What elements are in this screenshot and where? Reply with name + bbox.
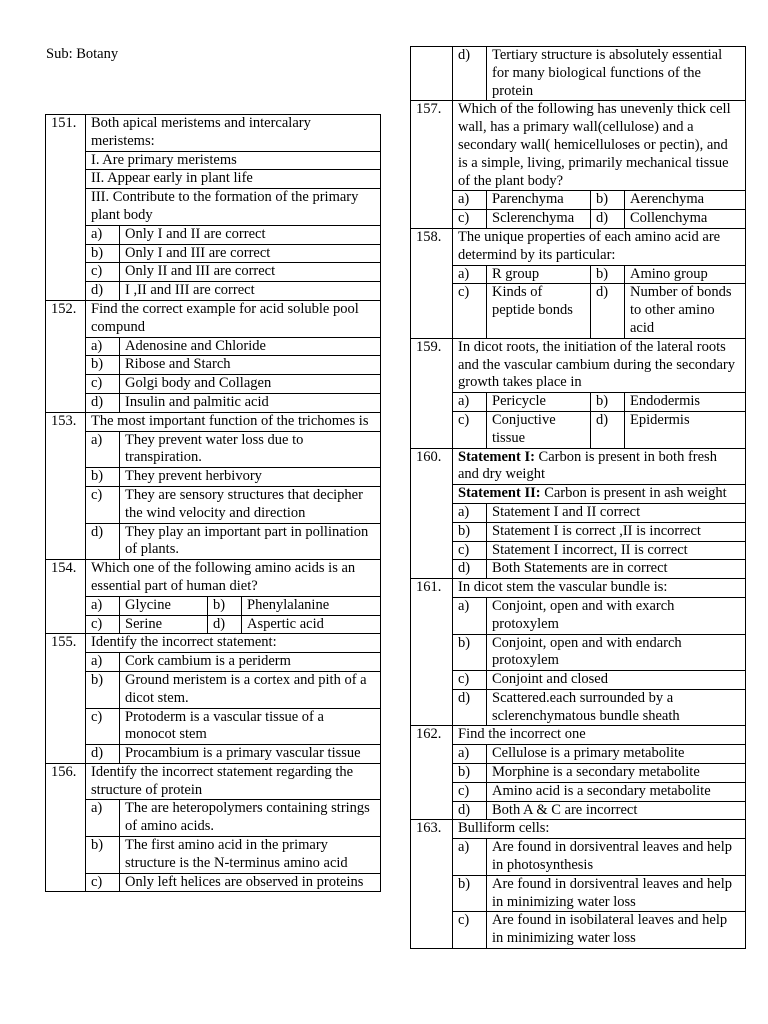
option-key: b) bbox=[86, 356, 120, 375]
option-text: Epidermis bbox=[625, 411, 746, 448]
option-key: d) bbox=[453, 801, 487, 820]
option-text: Amino group bbox=[625, 265, 746, 284]
option-key: d) bbox=[591, 411, 625, 448]
option-key: a) bbox=[86, 596, 120, 615]
option-text: I ,II and III are correct bbox=[120, 282, 381, 301]
option-text: Collenchyma bbox=[625, 210, 746, 229]
statement-text: Carbon is present in both fresh and dry weight bbox=[458, 448, 717, 483]
question-number: 153. bbox=[46, 412, 86, 559]
statement-label: Statement I: bbox=[458, 448, 535, 465]
option-row bbox=[46, 431, 381, 468]
option-text: Parenchyma bbox=[487, 191, 591, 210]
statement-label: Statement II: bbox=[458, 485, 541, 502]
option-text: Phenylalanine bbox=[242, 596, 381, 615]
option-key: b) bbox=[208, 596, 242, 615]
option-key: c) bbox=[86, 263, 120, 282]
option-text: Protoderm is a vascular tissue of a monocot stem bbox=[120, 708, 381, 745]
option-key: a) bbox=[86, 431, 120, 468]
question-number: 154. bbox=[46, 560, 86, 634]
option-row bbox=[46, 282, 381, 301]
question-stem-row bbox=[46, 412, 381, 431]
question-stem-row bbox=[411, 448, 746, 485]
question-stem-row bbox=[411, 726, 746, 745]
question-stem-row bbox=[46, 115, 381, 152]
option-text: Pericycle bbox=[487, 393, 591, 412]
question-stem-text: Which one of the following amino acids is an essential part of human diet? bbox=[86, 560, 381, 597]
option-text: R group bbox=[487, 265, 591, 284]
option-row bbox=[46, 263, 381, 282]
option-key: b) bbox=[591, 265, 625, 284]
option-key: c) bbox=[453, 284, 487, 338]
question-stem-row bbox=[46, 560, 381, 597]
option-text: The are heteropolymers containing strings of amino acids. bbox=[120, 800, 381, 837]
option-text: The first amino acid in the primary structure is the N-terminus amino acid bbox=[120, 837, 381, 874]
questions-table-left bbox=[45, 114, 381, 892]
option-text: Aerenchyma bbox=[625, 191, 746, 210]
subject-heading: Sub: Botany bbox=[46, 46, 119, 62]
question-stem-text: In dicot roots, the initiation of the lateral roots and the vascular cambium during the secondary growth takes place in bbox=[453, 338, 746, 392]
option-text: Ground meristem is a cortex and pith of a dicot stem. bbox=[120, 671, 381, 708]
question-stem-row bbox=[46, 189, 381, 226]
question-stem-row bbox=[46, 634, 381, 653]
option-key: a) bbox=[453, 265, 487, 284]
question-number: 155. bbox=[46, 634, 86, 764]
option-key: c) bbox=[453, 782, 487, 801]
option-row bbox=[411, 634, 746, 671]
option-text: Tertiary structure is absolutely essential for many biological functions of the protein bbox=[487, 47, 746, 101]
question-number: 152. bbox=[46, 300, 86, 412]
question-stem-row bbox=[411, 101, 746, 191]
question-stem-text: In dicot stem the vascular bundle is: bbox=[453, 579, 746, 598]
option-key: b) bbox=[86, 244, 120, 263]
option-text: They prevent water loss due to transpiration. bbox=[120, 431, 381, 468]
option-row bbox=[46, 873, 381, 892]
question-number: 156. bbox=[46, 763, 86, 892]
option-text: They prevent herbivory bbox=[120, 468, 381, 487]
question-number bbox=[411, 47, 453, 101]
question-stem-row bbox=[411, 485, 746, 504]
option-key: d) bbox=[453, 47, 487, 101]
option-row bbox=[411, 689, 746, 726]
option-text: Only I and II are correct bbox=[120, 225, 381, 244]
option-row bbox=[411, 541, 746, 560]
question-number: 151. bbox=[46, 115, 86, 301]
question-stem-row bbox=[46, 170, 381, 189]
option-row bbox=[46, 486, 381, 523]
question-number: 160. bbox=[411, 448, 453, 579]
question-stem-row bbox=[46, 151, 381, 170]
question-number: 162. bbox=[411, 726, 453, 820]
option-key: b) bbox=[591, 191, 625, 210]
option-row bbox=[46, 523, 381, 560]
question-stem-text: The most important function of the trichomes is bbox=[86, 412, 381, 431]
option-text: Are found in isobilateral leaves and help in minimizing water loss bbox=[487, 912, 746, 949]
option-key: a) bbox=[86, 653, 120, 672]
option-key: d) bbox=[86, 282, 120, 301]
option-key: a) bbox=[86, 800, 120, 837]
option-text: Kinds of peptide bonds bbox=[487, 284, 591, 338]
option-key: a) bbox=[453, 597, 487, 634]
option-text: Number of bonds to other amino acid bbox=[625, 284, 746, 338]
option-key: b) bbox=[86, 468, 120, 487]
option-text: Endodermis bbox=[625, 393, 746, 412]
question-stem-row bbox=[411, 820, 746, 839]
option-row bbox=[46, 837, 381, 874]
option-row bbox=[411, 801, 746, 820]
option-text: Cork cambium is a periderm bbox=[120, 653, 381, 672]
option-text: Cellulose is a primary metabolite bbox=[487, 745, 746, 764]
option-text: Conjoint and closed bbox=[487, 671, 746, 690]
option-key: c) bbox=[453, 210, 487, 229]
option-text: Are found in dorsiventral leaves and help in photosynthesis bbox=[487, 839, 746, 876]
option-text: Adenosine and Chloride bbox=[120, 337, 381, 356]
option-row bbox=[411, 745, 746, 764]
option-key: c) bbox=[86, 486, 120, 523]
option-row bbox=[411, 503, 746, 522]
option-key: c) bbox=[86, 615, 120, 634]
option-text: Conjuctive tissue bbox=[487, 411, 591, 448]
option-row bbox=[411, 875, 746, 912]
option-key: a) bbox=[453, 503, 487, 522]
option-row bbox=[411, 764, 746, 783]
questions-table-right bbox=[410, 46, 746, 949]
option-row bbox=[411, 912, 746, 949]
option-key: c) bbox=[86, 708, 120, 745]
option-row bbox=[46, 468, 381, 487]
option-pair-row bbox=[411, 411, 746, 448]
option-key: d) bbox=[208, 615, 242, 634]
question-number: 159. bbox=[411, 338, 453, 448]
question-number: 161. bbox=[411, 579, 453, 726]
option-row bbox=[46, 671, 381, 708]
option-key: d) bbox=[591, 210, 625, 229]
option-key: a) bbox=[86, 225, 120, 244]
option-text: Aspertic acid bbox=[242, 615, 381, 634]
option-row bbox=[411, 47, 746, 101]
option-key: d) bbox=[453, 560, 487, 579]
option-row bbox=[411, 671, 746, 690]
option-key: c) bbox=[86, 375, 120, 394]
option-text: Only II and III are correct bbox=[120, 263, 381, 282]
option-text: Serine bbox=[120, 615, 208, 634]
question-stem-row bbox=[411, 579, 746, 598]
question-stem-text: Find the correct example for acid soluble pool compund bbox=[86, 300, 381, 337]
question-stem-text: II. Appear early in plant life bbox=[86, 170, 381, 189]
option-key: c) bbox=[453, 912, 487, 949]
option-pair-row bbox=[46, 596, 381, 615]
option-text: Only left helices are observed in proteins bbox=[120, 873, 381, 892]
option-text: Statement I and II correct bbox=[487, 503, 746, 522]
option-row bbox=[46, 800, 381, 837]
question-stem-text: The unique properties of each amino acid are determind by its particular: bbox=[453, 228, 746, 265]
option-row bbox=[46, 375, 381, 394]
option-row bbox=[46, 225, 381, 244]
question-stem-row bbox=[46, 300, 381, 337]
question-number: 158. bbox=[411, 228, 453, 338]
option-key: d) bbox=[86, 393, 120, 412]
question-stem-text: Both apical meristems and intercalary meristems: bbox=[86, 115, 381, 152]
option-pair-row bbox=[411, 191, 746, 210]
option-row bbox=[411, 522, 746, 541]
question-stem-text: Which of the following has unevenly thick cell wall, has a primary wall(cellulose) and a secondary wall( hemicelluloses or pectin), and is a simple, living, primarily mechanical tissue of the plant body? bbox=[453, 101, 746, 191]
option-text: They are sensory structures that decipher the wind velocity and direction bbox=[120, 486, 381, 523]
option-row bbox=[46, 745, 381, 764]
option-text: Insulin and palmitic acid bbox=[120, 393, 381, 412]
option-key: b) bbox=[453, 634, 487, 671]
option-pair-row bbox=[411, 265, 746, 284]
option-row bbox=[411, 597, 746, 634]
option-key: d) bbox=[86, 523, 120, 560]
question-stem-text: Find the incorrect one bbox=[453, 726, 746, 745]
question-stem-text bbox=[453, 485, 746, 504]
question-number: 163. bbox=[411, 820, 453, 949]
question-stem-text: Identify the incorrect statement: bbox=[86, 634, 381, 653]
option-row bbox=[46, 244, 381, 263]
option-key: c) bbox=[453, 411, 487, 448]
option-row bbox=[46, 708, 381, 745]
option-key: a) bbox=[453, 191, 487, 210]
question-stem-text: I. Are primary meristems bbox=[86, 151, 381, 170]
option-key: c) bbox=[453, 671, 487, 690]
option-text: Glycine bbox=[120, 596, 208, 615]
option-text: Procambium is a primary vascular tissue bbox=[120, 745, 381, 764]
question-stem-text: Bulliform cells: bbox=[453, 820, 746, 839]
option-row bbox=[411, 782, 746, 801]
option-key: d) bbox=[453, 689, 487, 726]
option-pair-row bbox=[411, 284, 746, 338]
option-key: b) bbox=[86, 671, 120, 708]
option-text: Statement I is correct ,II is incorrect bbox=[487, 522, 746, 541]
question-stem-row bbox=[411, 338, 746, 392]
option-text: Ribose and Starch bbox=[120, 356, 381, 375]
question-stem-row bbox=[46, 763, 381, 800]
option-key: c) bbox=[453, 541, 487, 560]
option-text: Morphine is a secondary metabolite bbox=[487, 764, 746, 783]
option-text: Both Statements are in correct bbox=[487, 560, 746, 579]
option-key: c) bbox=[86, 873, 120, 892]
option-key: a) bbox=[453, 839, 487, 876]
option-key: a) bbox=[453, 393, 487, 412]
option-key: b) bbox=[453, 522, 487, 541]
option-pair-row bbox=[411, 393, 746, 412]
option-text: Both A & C are incorrect bbox=[487, 801, 746, 820]
option-key: b) bbox=[86, 837, 120, 874]
option-row bbox=[46, 356, 381, 375]
option-text: Statement I incorrect, II is correct bbox=[487, 541, 746, 560]
option-text: Scattered.each surrounded by a sclerenchymatous bundle sheath bbox=[487, 689, 746, 726]
option-key: b) bbox=[453, 764, 487, 783]
question-stem-text: Identify the incorrect statement regarding the structure of protein bbox=[86, 763, 381, 800]
option-text: They play an important part in pollination of plants. bbox=[120, 523, 381, 560]
option-row bbox=[46, 337, 381, 356]
option-text: Amino acid is a secondary metabolite bbox=[487, 782, 746, 801]
option-text: Conjoint, open and with exarch protoxylem bbox=[487, 597, 746, 634]
question-stem-text: III. Contribute to the formation of the primary plant body bbox=[86, 189, 381, 226]
option-row bbox=[46, 393, 381, 412]
option-text: Golgi body and Collagen bbox=[120, 375, 381, 394]
option-key: b) bbox=[453, 875, 487, 912]
option-text: Conjoint, open and with endarch protoxylem bbox=[487, 634, 746, 671]
question-number: 157. bbox=[411, 101, 453, 229]
option-key: a) bbox=[86, 337, 120, 356]
option-key: d) bbox=[591, 284, 625, 338]
option-text: Are found in dorsiventral leaves and help in minimizing water loss bbox=[487, 875, 746, 912]
statement-text: Carbon is present in ash weight bbox=[540, 485, 727, 502]
question-stem-text bbox=[453, 448, 746, 485]
option-pair-row bbox=[411, 210, 746, 229]
option-row bbox=[411, 560, 746, 579]
option-text: Only I and III are correct bbox=[120, 244, 381, 263]
option-row bbox=[46, 653, 381, 672]
question-stem-row bbox=[411, 228, 746, 265]
option-pair-row bbox=[46, 615, 381, 634]
option-key: d) bbox=[86, 745, 120, 764]
option-text: Sclerenchyma bbox=[487, 210, 591, 229]
option-row bbox=[411, 839, 746, 876]
option-key: a) bbox=[453, 745, 487, 764]
option-key: b) bbox=[591, 393, 625, 412]
